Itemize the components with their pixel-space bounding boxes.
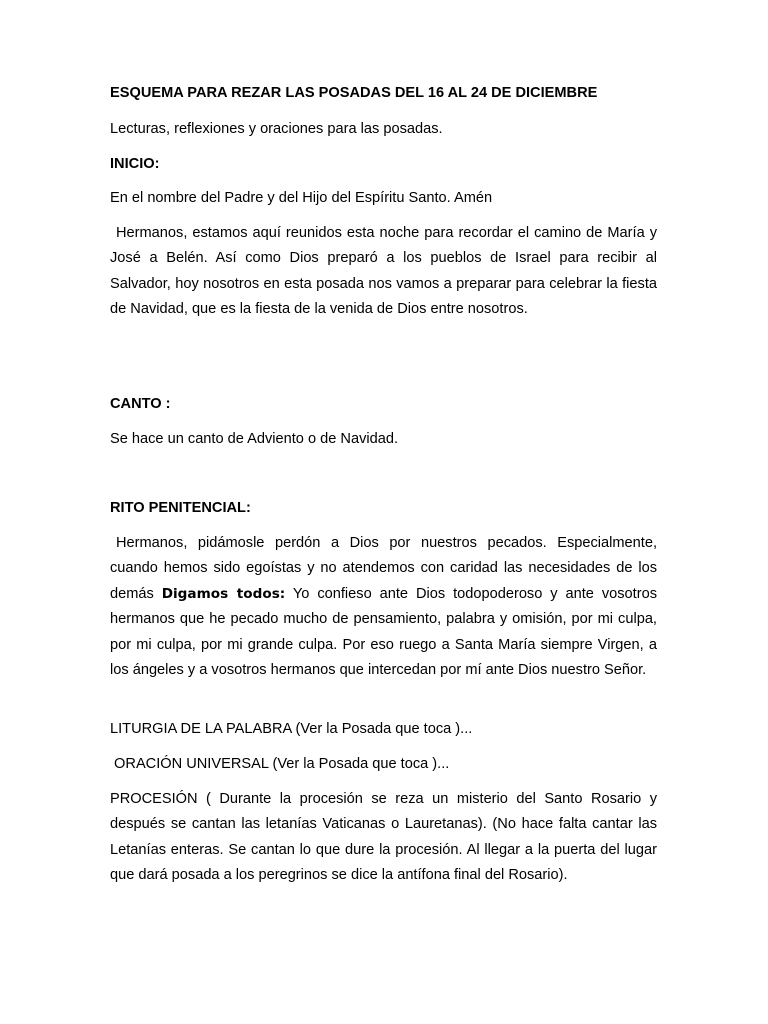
rito-heading: RITO PENITENCIAL: — [110, 500, 251, 516]
document-title: ESQUEMA PARA REZAR LAS POSADAS DEL 16 AL 24 DE DICIEMBRE — [110, 85, 598, 101]
document-subtitle: Lecturas, reflexiones y oraciones para las posadas. — [110, 121, 443, 137]
rito-paragraph-after: Yo confieso ante Dios todopoderoso y ante vosotros hermanos que he pecado mucho de pensamiento, palabra y omisión, por mi culpa, por mi culpa, por mi grande culpa. Por eso ruego a Santa María siempre Virgen, a los ángeles y a vosotros hermanos que intercedan por mí ante Dios nuestro Señor. — [110, 585, 657, 679]
inicio-line: En el nombre del Padre y del Hijo del Espíritu Santo. Amén — [110, 190, 493, 206]
canto-heading: CANTO : — [110, 396, 171, 412]
rito-paragraph-before: Hermanos, pidámosle perdón a Dios por nuestros pecados. Especialmente, cuando hemos sido egoístas y no atendemos con caridad las necesidades de los demás — [110, 535, 657, 602]
liturgia-line: LITURGIA DE LA PALABRA (Ver la Posada que toca )... — [110, 721, 473, 737]
canto-line: Se hace un canto de Adviento o de Navidad. — [110, 431, 399, 447]
procesion-paragraph: PROCESIÓN ( Durante la procesión se reza un misterio del Santo Rosario y después se cantan las letanías Vaticanas o Lauretanas). (No hace falta cantar las Letanías enteras. Se cantan lo que dure la procesión. Al llegar a la puerta del lugar que dará posada a los peregrinos se dice la antífona final del Rosario). — [110, 791, 657, 884]
rito-paragraph-bold: Digamos todos: — [161, 585, 286, 602]
inicio-paragraph: Hermanos, estamos aquí reunidos esta noche para recordar el camino de María y José a Belén. Así como Dios preparó a los pueblos de Israel para recibir al Salvador, hoy nosotros en esta posada nos vamos a preparar para celebrar la fiesta de Navidad, que es la fiesta de la venida de Dios entre nosotros. — [110, 225, 657, 318]
inicio-heading: INICIO: — [110, 156, 160, 172]
rito-paragraph — [110, 531, 657, 683]
oracion-line: ORACIÓN UNIVERSAL (Ver la Posada que toca )... — [110, 756, 450, 772]
